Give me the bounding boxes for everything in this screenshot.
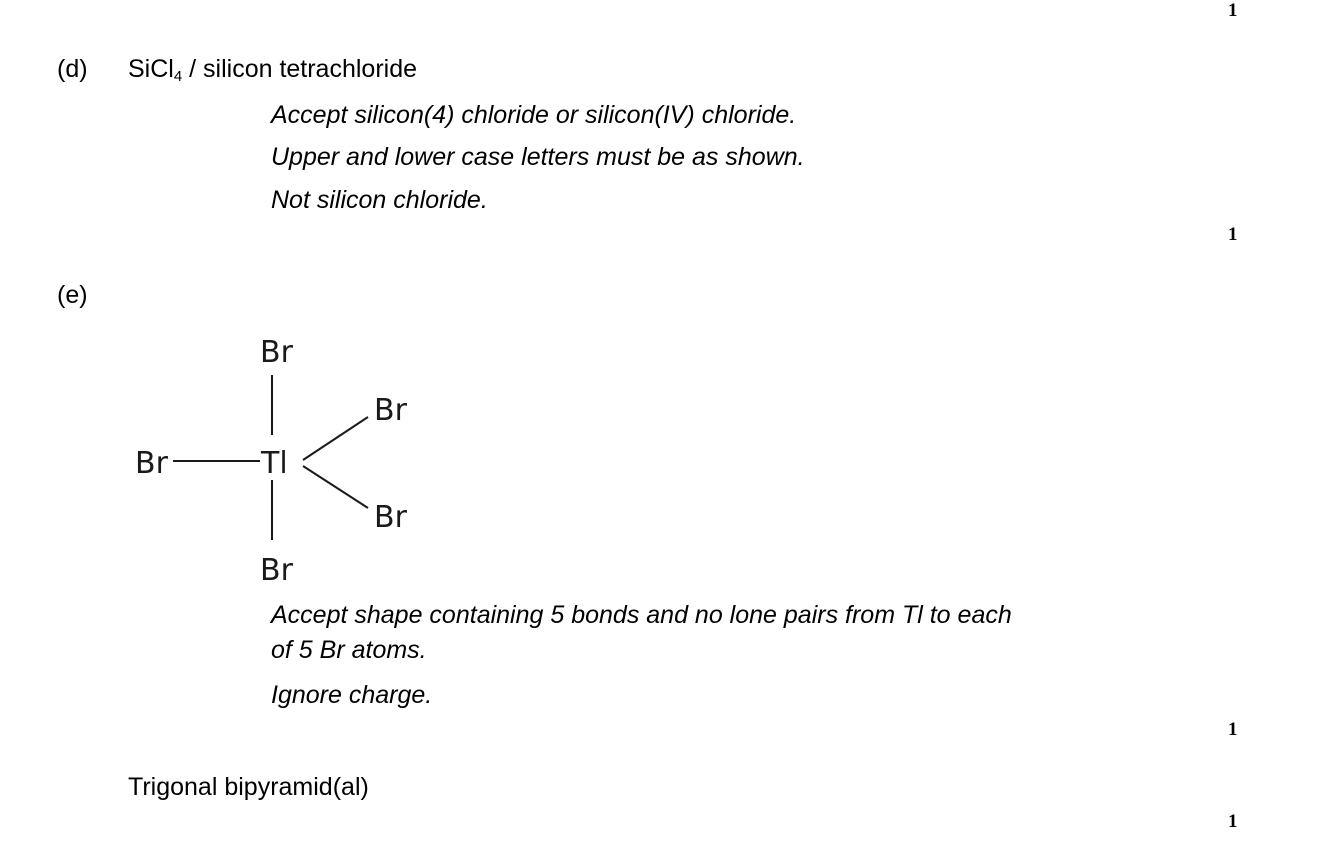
- mark-top: 1: [1228, 0, 1238, 21]
- formula-subscript: 4: [173, 68, 183, 85]
- tlbr5-structure-diagram: [120, 330, 440, 590]
- atom-br-bottom: Br: [260, 553, 293, 588]
- atom-br-left: Br: [135, 446, 168, 481]
- part-d-label: (d): [57, 55, 88, 83]
- part-e-label: (e): [57, 281, 88, 309]
- formula-prefix: SiCl: [128, 55, 174, 83]
- answer-rest: / silicon tetrachloride: [182, 55, 418, 83]
- part-d-answer: [128, 55, 417, 84]
- atom-br-upper-right: Br: [374, 393, 407, 428]
- atom-br-top: Br: [260, 335, 293, 370]
- part-e-note-2: of 5 Br atoms.: [271, 636, 427, 664]
- atom-tl-center: Tl: [261, 446, 288, 481]
- part-e-note-3: Ignore charge.: [271, 681, 433, 709]
- part-e-shape-answer: Trigonal bipyramid(al): [128, 773, 369, 801]
- mark-e-shape: 1: [1228, 811, 1238, 832]
- part-e-note-1: Accept shape containing 5 bonds and no lone pairs from Tl to each: [271, 601, 1012, 629]
- part-e-notes: [271, 598, 1111, 668]
- atom-br-lower-right: Br: [374, 500, 407, 535]
- mark-e-structure: 1: [1228, 719, 1238, 740]
- bond-upper-right: [303, 417, 368, 460]
- mark-d: 1: [1228, 224, 1238, 245]
- bond-lower-right: [303, 466, 368, 508]
- part-d-note-2: Upper and lower case letters must be as shown.: [271, 143, 805, 171]
- part-d-note-1: Accept silicon(4) chloride or silicon(IV) chloride.: [271, 101, 797, 129]
- part-d-note-3: Not silicon chloride.: [271, 186, 488, 214]
